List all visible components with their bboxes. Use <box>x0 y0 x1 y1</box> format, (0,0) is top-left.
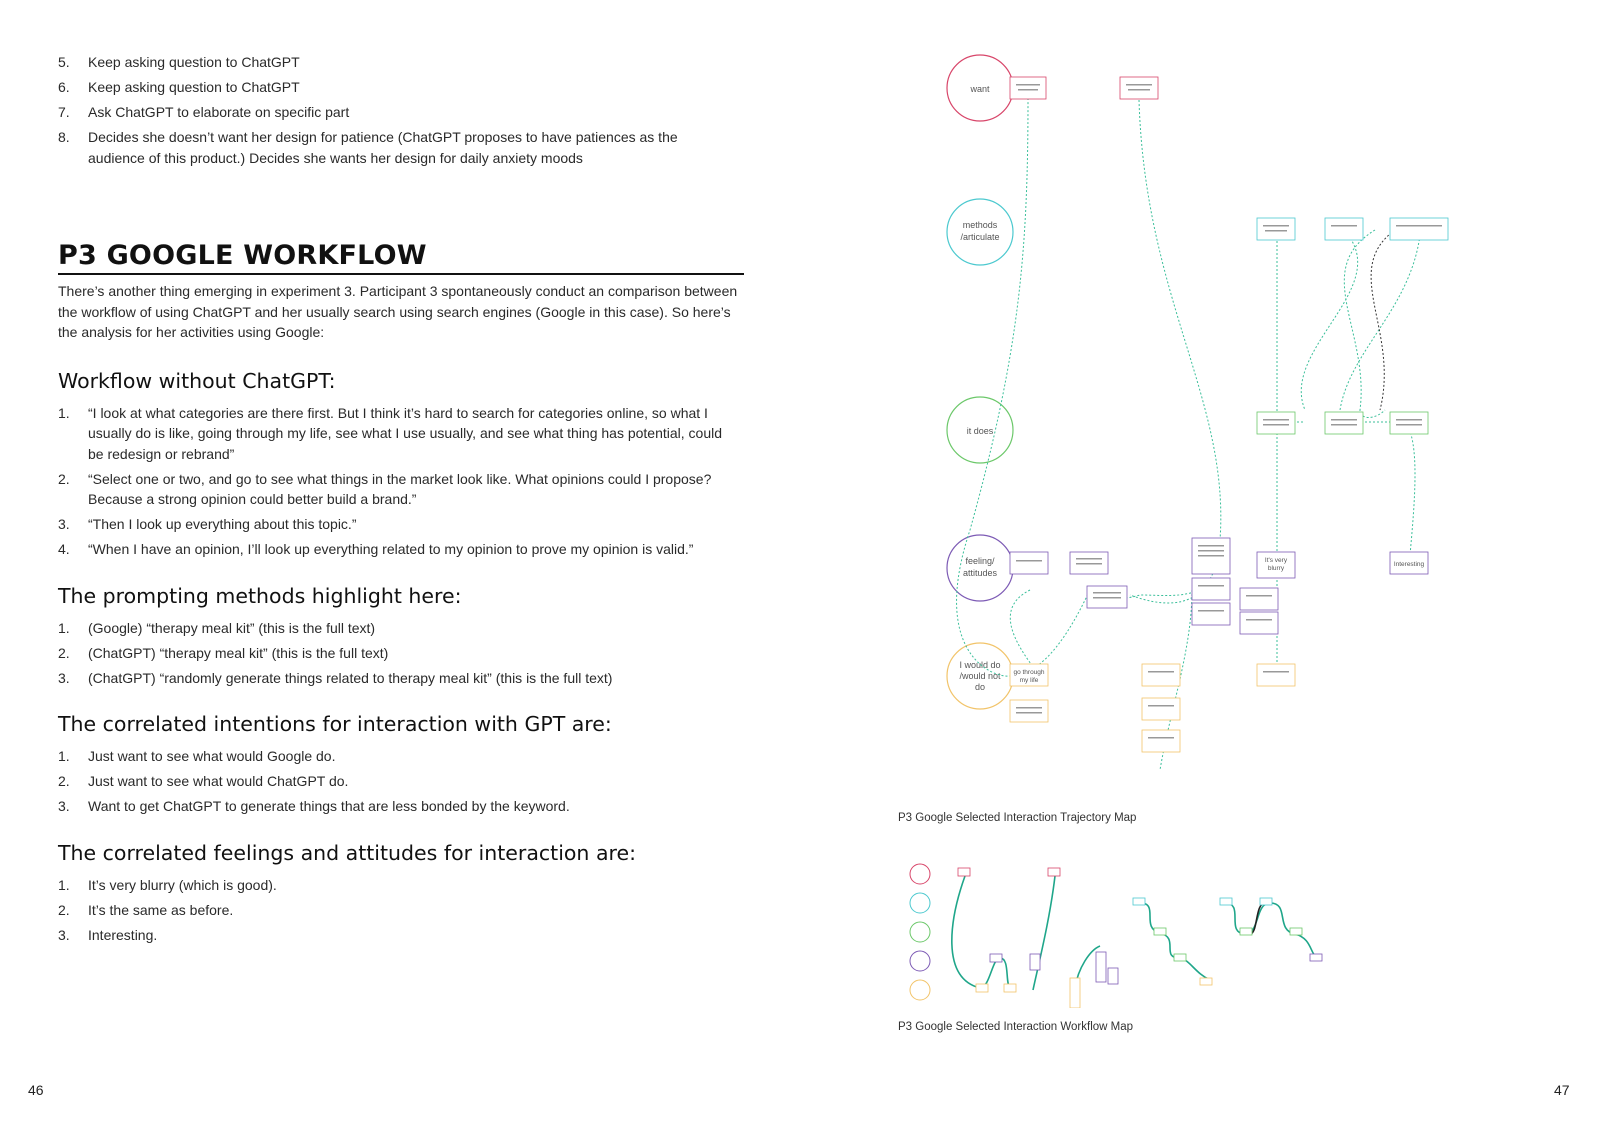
category-label: want <box>970 84 990 94</box>
list-item: 1. (Google) “therapy meal kit” (this is the full text) <box>58 619 376 636</box>
category-label: /articulate <box>960 232 1000 242</box>
list-item: 6. Keep asking question to ChatGPT <box>58 79 300 95</box>
node-interesting: Interesting <box>1393 561 1425 568</box>
would-do-nodes <box>1010 664 1295 752</box>
node-go-through: go through <box>1013 669 1045 676</box>
list-item: 8. Decides she doesn’t want her design for patience (ChatGPT proposes to have patiences as the audience of this product.) Decides she wants her design for daily anxiety moods <box>58 129 678 166</box>
list-item: 2. (ChatGPT) “therapy meal kit” (this is the full text) <box>58 644 389 661</box>
workflow-heading: Workflow without ChatGPT: <box>58 368 336 393</box>
category-label: methods <box>962 220 998 230</box>
list-item: 5. Keep asking question to ChatGPT <box>58 54 300 70</box>
category-circle-methods <box>947 199 1013 265</box>
workflow-lines <box>952 876 1315 990</box>
list-item: 3. (ChatGPT) “randomly generate things related to therapy meal kit” (this is the full text) <box>58 669 613 686</box>
list-item: 2. “Select one or two, and go to see what things in the market look like. What opinions could I propose? Because a strong opinion could better build a brand.” <box>58 470 712 507</box>
node-go-through: my life <box>1019 677 1039 684</box>
category-label: it does <box>966 426 994 436</box>
node-very-blurry: blurry <box>1267 565 1285 572</box>
category-circle-it-does <box>947 397 1013 463</box>
category-label: /would not <box>959 671 1001 681</box>
section-title: P3 GOOGLE WORKFLOW <box>58 240 744 275</box>
it-does-nodes <box>1257 412 1428 434</box>
left-page-content <box>58 50 748 950</box>
category-label: attitudes <box>962 568 998 578</box>
category-label: feeling/ <box>965 556 995 566</box>
trajectory-line-dark <box>1371 230 1395 410</box>
workflow-category-circles <box>910 864 930 1000</box>
want-nodes <box>1010 77 1158 99</box>
list-item: 1. “I look at what categories are there first. But I think it’s hard to search for categories online, so what I usually do is like, going through my life, see what I use usually, and see what thing has potential, could be redesign or rebrand” <box>58 404 723 462</box>
list-item: 3. Want to get ChatGPT to generate things that are less bonded by the keyword. <box>58 798 570 814</box>
workflow-map <box>900 858 1340 1008</box>
page-number-right: 47 <box>1554 1082 1570 1098</box>
top-step-list <box>58 52 748 168</box>
node-very-blurry: It's very <box>1264 557 1288 564</box>
intentions-list <box>58 746 748 817</box>
tiny-node-text <box>1016 84 1442 739</box>
intentions-heading: The correlated intentions for interaction with GPT are: <box>58 712 612 736</box>
list-item: 1. It’s very blurry (which is good). <box>58 876 277 893</box>
workflow-map-caption: P3 Google Selected Interaction Workflow Map <box>898 1021 1134 1033</box>
list-item: 3. Interesting. <box>58 926 158 943</box>
list-item: 1. Just want to see what would Google do. <box>58 748 336 764</box>
trajectory-map-caption: P3 Google Selected Interaction Trajectory Map <box>898 812 1137 824</box>
prompting-heading: The prompting methods highlight here: <box>58 583 462 608</box>
trajectory-map <box>930 50 1490 790</box>
feelings-list <box>58 875 748 946</box>
prompting-list <box>58 618 748 689</box>
page-number-left: 46 <box>28 1082 44 1098</box>
category-label: do <box>974 682 986 692</box>
category-circle-want <box>947 55 1013 121</box>
workflow-list <box>58 403 748 560</box>
list-item: 4. “When I have an opinion, I’ll look up everything related to my opinion to prove my opinion is valid.” <box>58 541 694 557</box>
list-item: 3. “Then I look up everything about this topic.” <box>58 516 357 532</box>
workflow-nodes <box>958 868 1322 1008</box>
feelings-heading: The correlated feelings and attitudes for interaction are: <box>58 840 637 865</box>
intro-paragraph: There’s another thing emerging in experiment 3. Participant 3 spontaneously conduct an comparison between the workflow of using ChatGPT and her usually search using search engines (Google in this case). So here’s the analysis for her activities using Google: <box>58 283 738 340</box>
list-item: 7. Ask ChatGPT to elaborate on specific part <box>58 104 350 120</box>
list-item: 2. Just want to see what would ChatGPT do. <box>58 773 349 789</box>
list-item: 2. It’s the same as before. <box>58 901 234 918</box>
category-label: I would do <box>959 660 1001 670</box>
method-nodes <box>1257 218 1448 240</box>
